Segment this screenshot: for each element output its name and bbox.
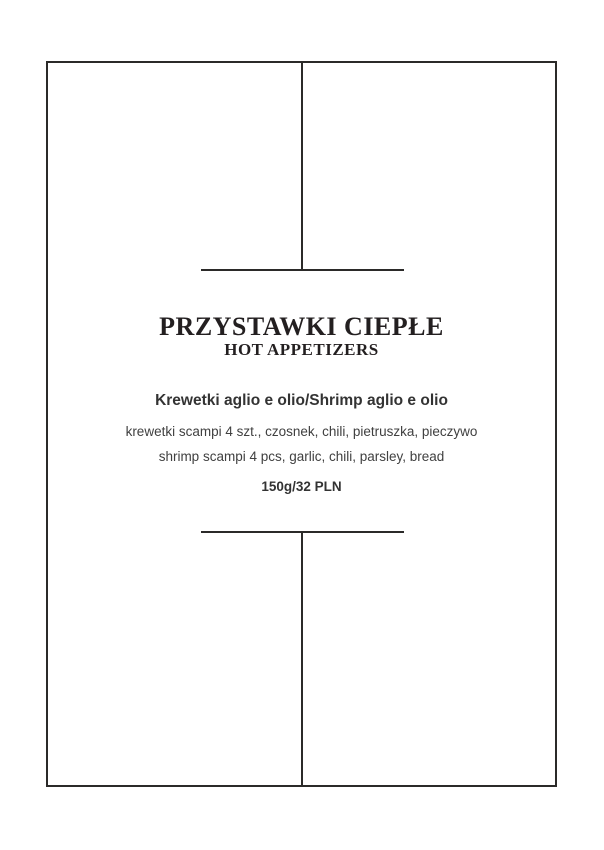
bottom-center-vertical-divider [301,531,303,787]
menu-item-price: 150g/32 PLN [261,479,342,494]
menu-item-description-english: shrimp scampi 4 pcs, garlic, chili, parsley, bread [158,449,445,464]
section-title-polish: PRZYSTAWKI CIEPŁE [159,312,444,341]
section-title-english: HOT APPETIZERS [224,340,379,359]
menu-item-name: Krewetki aglio e olio/Shrimp aglio e olio [155,392,448,409]
upper-horizontal-divider [201,269,404,271]
menu-item-description-polish: krewetki scampi 4 szt., czosnek, chili, pietruszka, pieczywo [125,424,478,439]
top-center-vertical-divider [301,61,303,271]
